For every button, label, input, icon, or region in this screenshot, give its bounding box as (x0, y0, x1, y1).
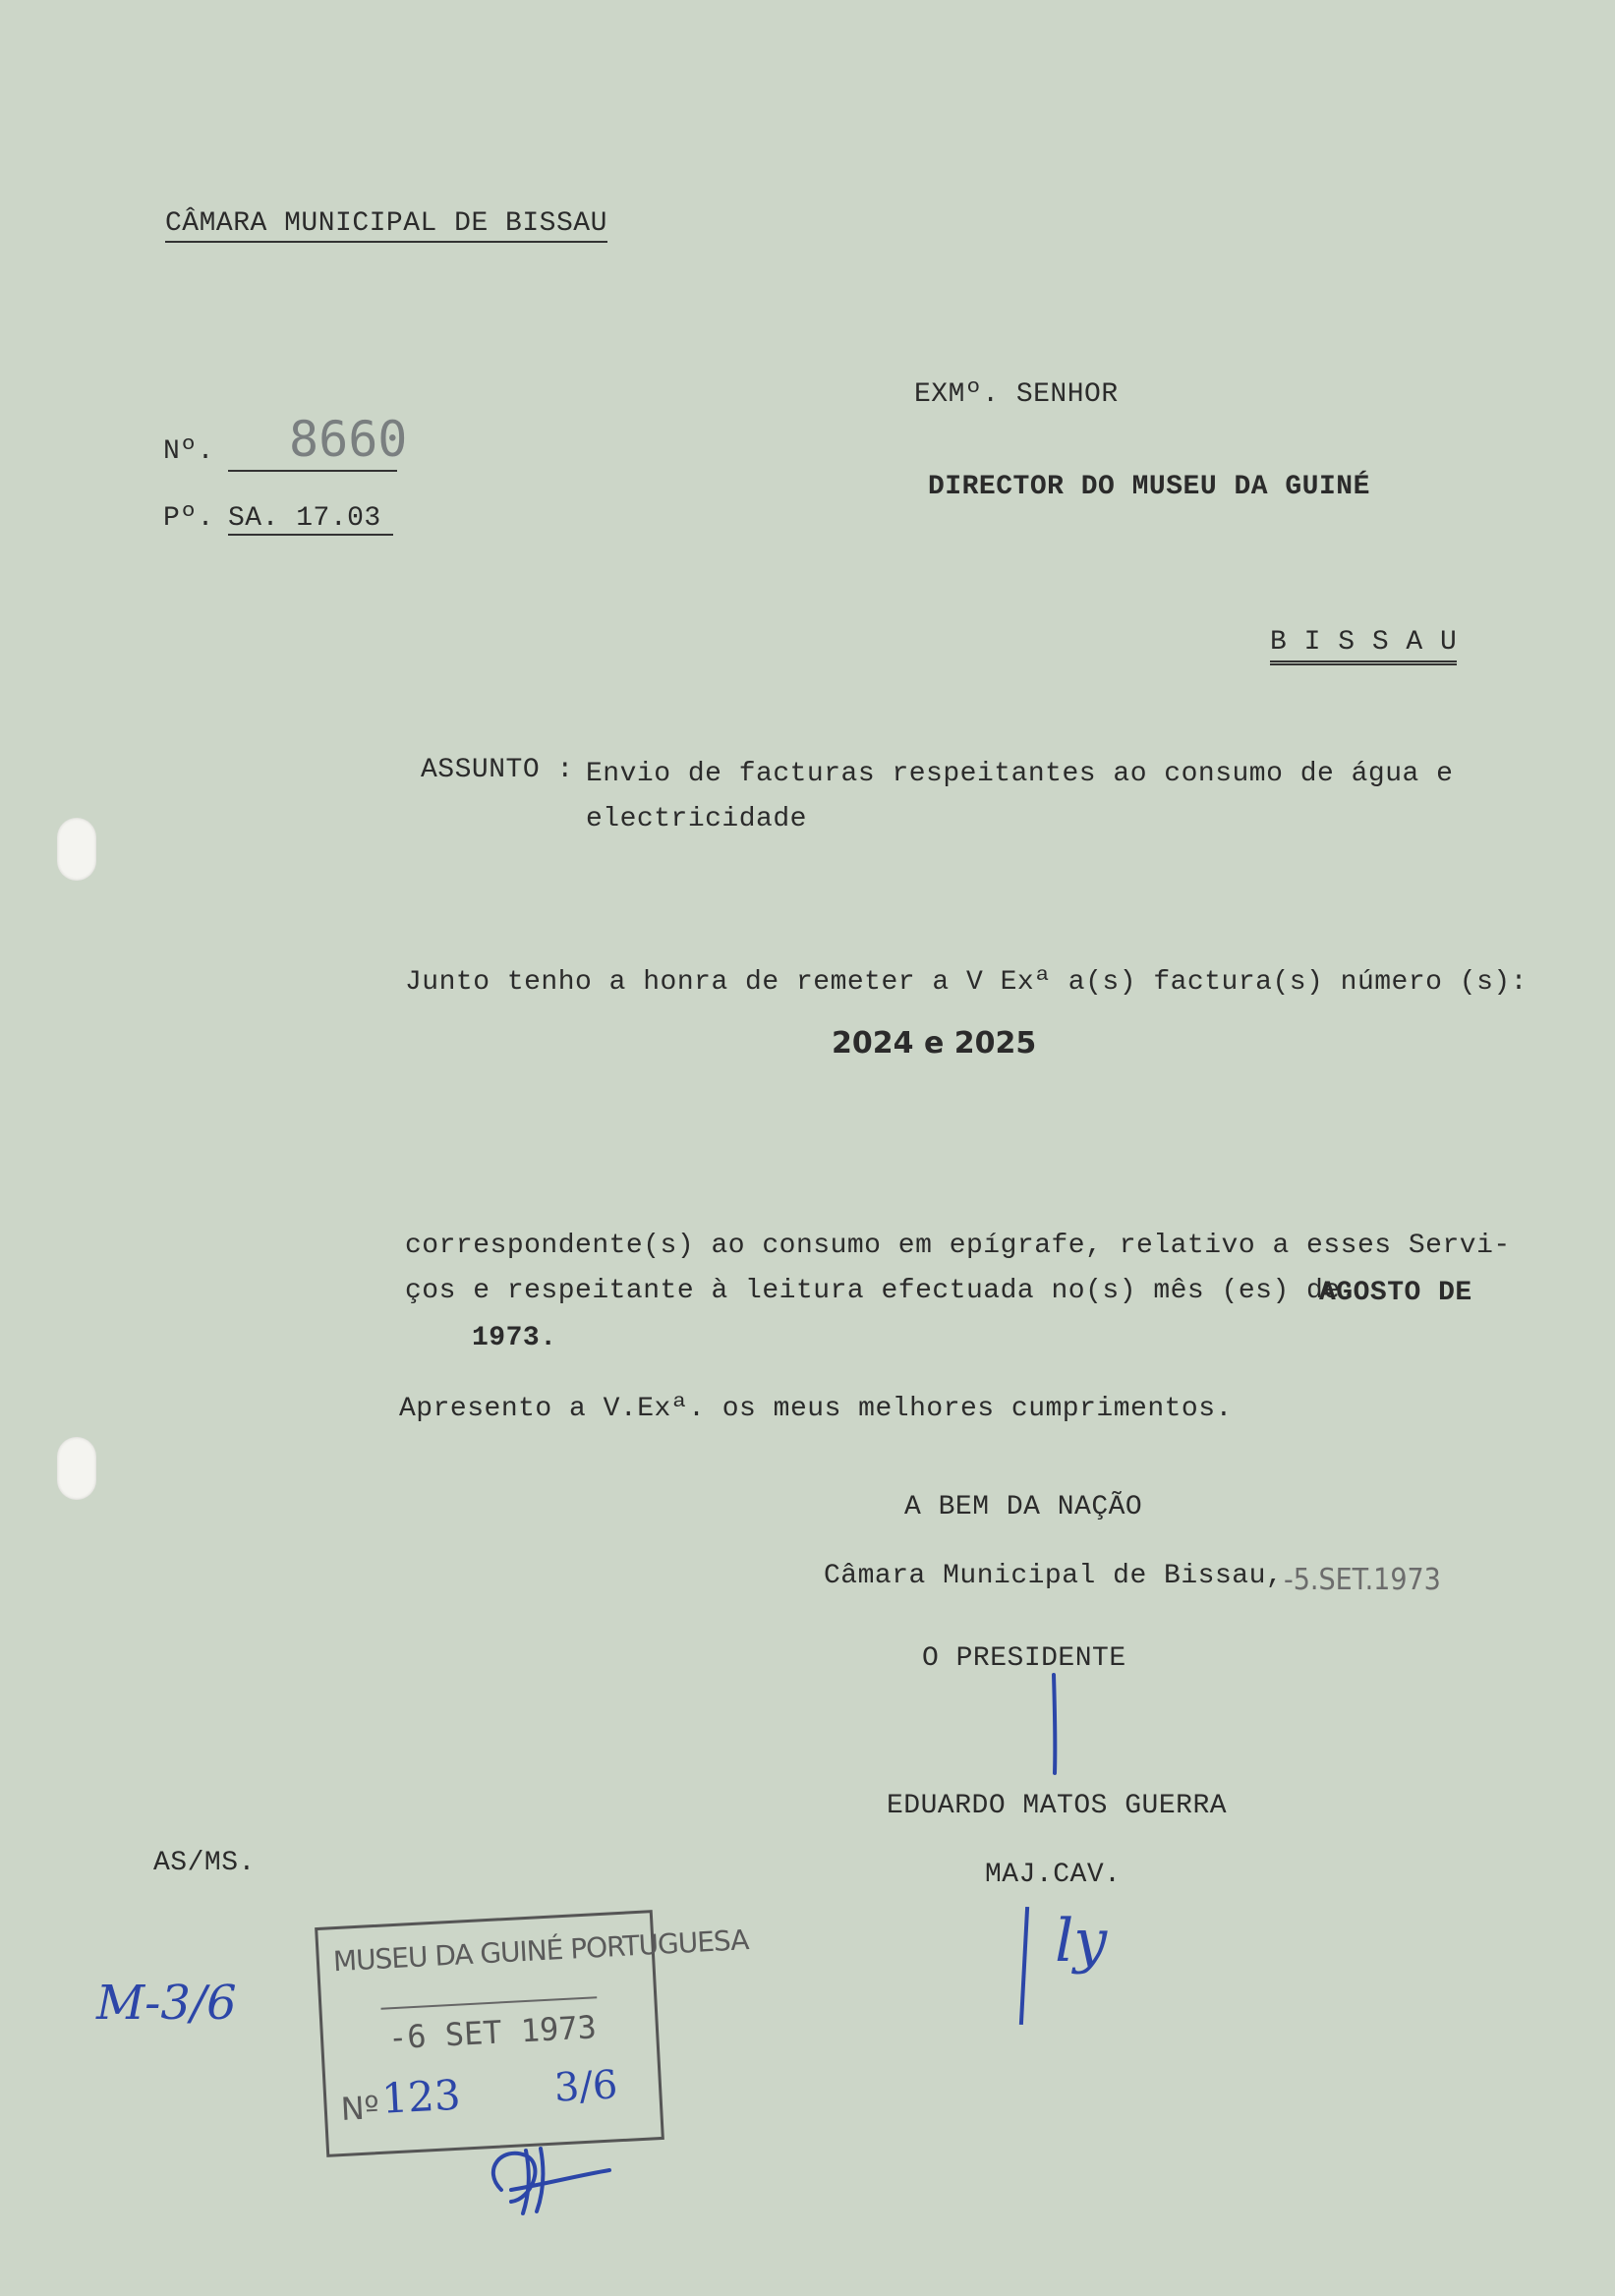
stamp-date: -6 SET 1973 (387, 2008, 598, 2057)
stamp-title: MUSEU DA GUINÉ PORTUGUESA (332, 1923, 750, 1979)
stamp-number-value: 123 (380, 2070, 462, 2123)
handwritten-initials (1022, 1907, 1107, 2025)
stamp-reference: 3/6 (552, 2062, 619, 2111)
body-paragraph-2-line-1: correspondente(s) ao consumo em epígrafe, relativo a esses Servi- (405, 1231, 1511, 1261)
number-label: Nº. (163, 436, 214, 467)
closing-place: Câmara Municipal de Bissau, (824, 1561, 1284, 1591)
reading-month: AGOSTO DE (1319, 1278, 1472, 1308)
handwritten-scribble-icon (472, 2131, 619, 2219)
punch-hole-bottom (57, 1437, 96, 1500)
subject-line-1: Envio de facturas respeitantes ao consumo de água e (586, 759, 1454, 789)
subject-line-2: electricidade (586, 804, 807, 834)
subject-label: ASSUNTO : (421, 755, 574, 785)
body-paragraph-1: Junto tenho a honra de remeter a V Exª a(s) factura(s) número (s): (405, 967, 1528, 998)
reading-year: 1973. (472, 1323, 557, 1353)
signature-stroke-icon (1042, 1671, 1071, 1779)
body-paragraph-2-line-2: ços e respeitante à leitura efectuada no(s) mês (es) de: (405, 1276, 1357, 1306)
signatory-rank: MAJ.CAV. (985, 1860, 1122, 1890)
punch-hole-top (57, 818, 96, 881)
signatory-name: EDUARDO MATOS GUERRA (887, 1791, 1228, 1821)
handwritten-initials-text: ly (1055, 1907, 1108, 1976)
addressee-title: DIRECTOR DO MUSEU DA GUINÉ (928, 472, 1370, 502)
greeting: Apresento a V.Exª. os meus melhores cumprimentos. (399, 1394, 1233, 1424)
number-field (228, 407, 408, 472)
stamp-number-label: Nº (339, 2089, 380, 2128)
process-label: Pº. (163, 503, 214, 534)
initials-stroke-icon (1019, 1907, 1029, 2025)
date-stamp: -5.SET.1973 (1284, 1563, 1441, 1597)
process-value: SA. 17.03 (228, 503, 393, 536)
salutation: EXMº. SENHOR (914, 379, 1119, 410)
invoice-numbers: 2024 e 2025 (832, 1026, 1037, 1061)
number-value: 8660 (289, 411, 408, 468)
organization-name: CÂMARA MUNICIPAL DE BISSAU (165, 208, 607, 243)
stamp-divider (380, 1996, 597, 2010)
museum-receipt-stamp (315, 1910, 750, 2157)
handwritten-reference: M-3/6 (96, 1976, 237, 2031)
addressee-city: B I S S A U (1270, 627, 1457, 665)
typist-initials: AS/MS. (153, 1848, 256, 1878)
signatory-role: O PRESIDENTE (922, 1643, 1126, 1674)
motto: A BEM DA NAÇÃO (904, 1492, 1143, 1522)
